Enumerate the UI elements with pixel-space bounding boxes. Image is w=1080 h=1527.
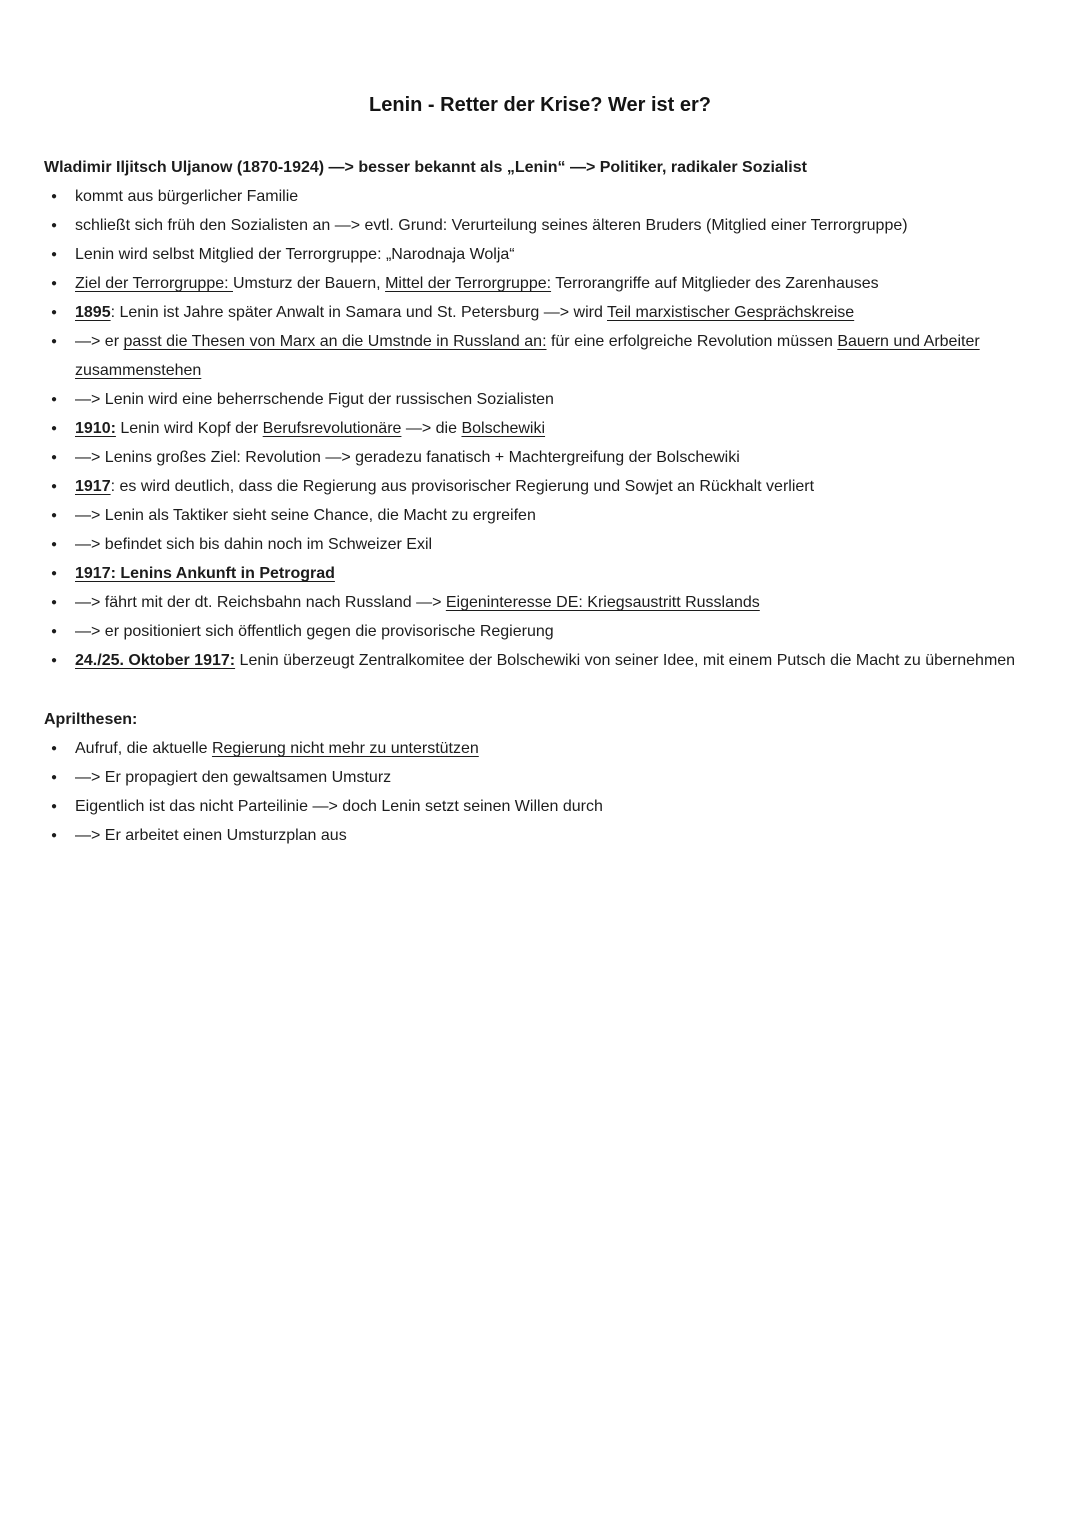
- text-segment: Aufruf, die aktuelle: [75, 740, 212, 757]
- bullet-item: [44, 821, 1036, 850]
- text-segment: Lenin wird selbst Mitglied der Terrorgruppe: „Narodnaja Wolja“: [75, 246, 515, 263]
- bullet-item: [44, 414, 1036, 443]
- text-segment: —> befindet sich bis dahin noch im Schweizer Exil: [75, 536, 433, 553]
- bullet-item: [44, 501, 1036, 530]
- text-segment: —> die: [401, 420, 462, 437]
- text-segment: 1910:: [75, 420, 116, 437]
- bullet-item: [44, 530, 1036, 559]
- text-segment: —> er positioniert sich öffentlich gegen die provisorische Regierung: [75, 623, 554, 640]
- bullet-item: [44, 298, 1036, 327]
- text-segment: Ziel der Terrorgruppe:: [75, 275, 233, 292]
- bullet-item: [44, 182, 1036, 211]
- text-segment: Lenin überzeugt Zentralkomitee der Bolschewiki von seiner Idee, mit einem Putsch die Macht zu übernehmen: [235, 652, 1016, 669]
- text-segment: —> Er propagiert den gewaltsamen Umsturz: [75, 769, 392, 786]
- text-segment: Umsturz der Bauern,: [233, 275, 386, 292]
- main-bullet-list: [44, 182, 1036, 675]
- page-title: Lenin - Retter der Krise? Wer ist er?: [369, 94, 711, 116]
- text-segment: Berufsrevolutionäre: [262, 420, 402, 437]
- text-segment: : Lenin ist Jahre später Anwalt in Samara und St. Petersburg —> wird: [110, 304, 607, 321]
- bullet-item: [44, 385, 1036, 414]
- text-segment: Eigentlich ist das nicht Parteilinie —> doch Lenin setzt seinen Willen durch: [75, 798, 603, 815]
- text-segment: Terrorangriffe auf Mitglieder des Zarenhauses: [551, 275, 879, 292]
- text-segment: —> Er arbeitet einen Umsturzplan aus: [75, 827, 347, 844]
- text-segment: 1895: [75, 304, 111, 321]
- text-segment: 24./25. Oktober 1917:: [75, 652, 236, 669]
- bullet-item: [44, 472, 1036, 501]
- section-heading-aprilthesen: Aprilthesen:: [44, 711, 138, 728]
- bullet-item: [44, 588, 1036, 617]
- text-segment: schließt sich früh den Sozialisten an —> evtl. Grund: Verurteilung seines älteren Bruders (Mitglied einer Terrorgruppe): [75, 217, 908, 234]
- text-segment: —> Lenin als Taktiker sieht seine Chance, die Macht zu ergreifen: [75, 507, 536, 524]
- text-segment: Mittel der Terrorgruppe:: [385, 275, 552, 292]
- text-segment: 1917: [75, 478, 111, 495]
- bullet-item: [44, 763, 1036, 792]
- bullet-item: [44, 792, 1036, 821]
- text-segment: Bauern und Arbeiter zusammenstehen: [75, 333, 980, 379]
- bullet-item: [44, 617, 1036, 646]
- text-segment: —> fährt mit der dt. Reichsbahn nach Russland —>: [75, 594, 446, 611]
- text-segment: kommt aus bürgerlicher Familie: [75, 188, 299, 205]
- bullet-item: [44, 646, 1036, 675]
- text-segment: für eine erfolgreiche Revolution müssen: [546, 333, 838, 350]
- text-segment: Wladimir Iljitsch Uljanow (1870-1924) —> besser bekannt als „Lenin“ —> Politiker, radikaler Sozialist: [44, 159, 807, 176]
- text-segment: —> er: [75, 333, 124, 350]
- bullet-item: [44, 327, 1036, 385]
- april-bullet-list: [44, 734, 1036, 850]
- text-segment: Lenin wird Kopf der: [115, 420, 263, 437]
- text-segment: 1917: Lenins Ankunft in Petrograd: [75, 565, 335, 582]
- text-segment: —> Lenin wird eine beherrschende Figut der russischen Sozialisten: [75, 391, 554, 408]
- text-segment: passt die Thesen von Marx an die Umstnde in Russland an:: [123, 333, 547, 350]
- bullet-item: [44, 559, 1036, 588]
- text-segment: Teil marxistischer Gesprächskreise: [607, 304, 855, 321]
- text-segment: Eigeninteresse DE: Kriegsaustritt Russlands: [445, 594, 760, 611]
- text-segment: —> Lenins großes Ziel: Revolution —> geradezu fanatisch + Machtergreifung der Bolschewiki: [75, 449, 740, 466]
- intro-line: [44, 153, 1036, 182]
- bullet-item: [44, 269, 1036, 298]
- bullet-item: [44, 240, 1036, 269]
- text-segment: : es wird deutlich, dass die Regierung aus provisorischer Regierung und Sowjet an Rückhalt verliert: [110, 478, 815, 495]
- bullet-item: [44, 734, 1036, 763]
- bullet-item: [44, 443, 1036, 472]
- text-segment: Bolschewiki: [461, 420, 546, 437]
- text-segment: Regierung nicht mehr zu unterstützen: [211, 740, 479, 757]
- bullet-item: [44, 211, 1036, 240]
